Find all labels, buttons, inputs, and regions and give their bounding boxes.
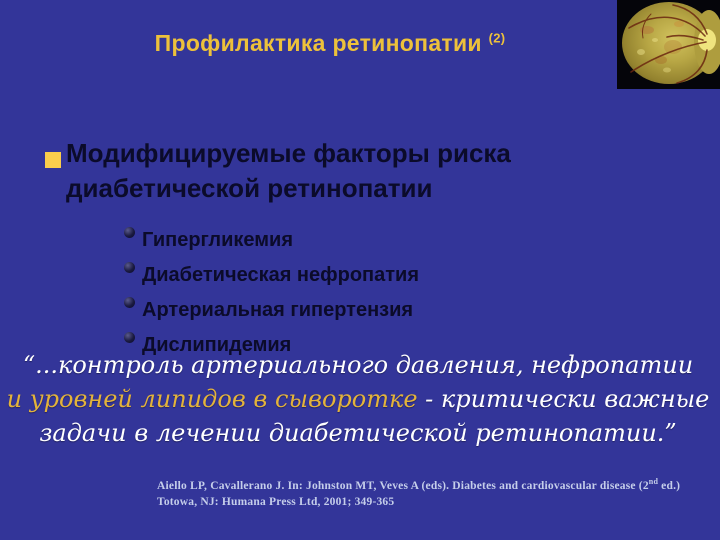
quote-highlight: и уровней липидов в сыворотке: [6, 385, 418, 413]
citation-line-2: Totowa, NJ: Humana Press Ltd, 2001; 349-365: [157, 495, 395, 508]
square-bullet-icon: [45, 152, 61, 168]
citation-text: Aiello LP, Cavallerano J. In: Johnston MT, Veves A (eds). Diabetes and cardiovascular disease (2: [157, 479, 649, 492]
quote-line-2-rest: - критически важные: [417, 385, 710, 413]
quote-line-2: [4, 382, 712, 416]
slide-title: [20, 30, 640, 57]
circle-bullet-icon: [124, 332, 135, 343]
bullet-list: [124, 227, 419, 367]
bullet-label: Гипергликемия: [142, 229, 294, 251]
list-item: [124, 262, 419, 297]
heading-line-1: Модифицируемые факторы риска: [66, 138, 511, 168]
slide-title-superscript: (2): [488, 30, 506, 46]
list-item: [124, 227, 419, 262]
quote-block: [4, 348, 712, 450]
quote-line-3: задачи в лечении диабетической ретинопатии.”: [39, 419, 677, 447]
citation-line-1: [157, 474, 680, 494]
quote-line-1: “...контроль артериального давления, нефропатии: [22, 351, 694, 379]
heading-text: [66, 136, 645, 206]
bullet-label: Диабетическая нефропатия: [142, 264, 420, 286]
bullet-label: Артериальная гипертензия: [142, 299, 414, 321]
heading-line-2: диабетической ретинопатии: [66, 173, 433, 203]
circle-bullet-icon: [124, 297, 135, 308]
citation-text-end: ed.): [658, 479, 681, 492]
slide-title-text: Профилактика ретинопатии: [154, 30, 482, 56]
list-item: [124, 297, 419, 332]
bullet-label: Дислипидемия: [142, 334, 292, 356]
retina-fundus-photo: [617, 0, 720, 89]
heading-block: [45, 136, 645, 206]
fundus-image-graphic: [617, 0, 720, 89]
citation-superscript: nd: [648, 477, 659, 486]
circle-bullet-icon: [124, 262, 135, 273]
citation: [157, 474, 680, 510]
circle-bullet-icon: [124, 227, 135, 238]
